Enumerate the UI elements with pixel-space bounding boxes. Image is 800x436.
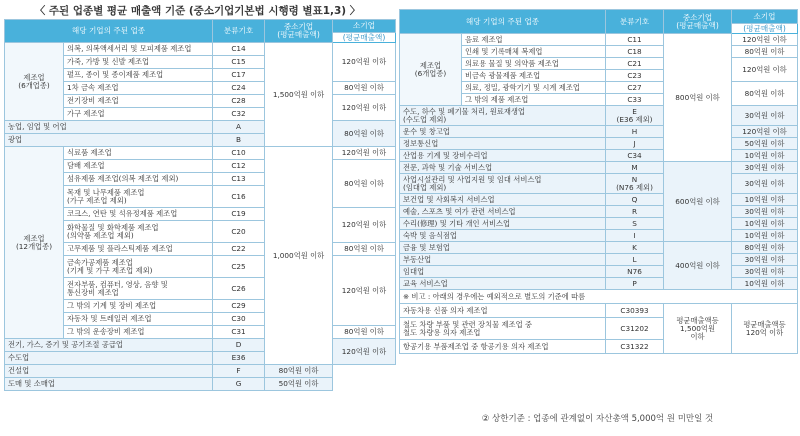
industry-name: 고무제품 및 플라스틱제품 제조업 [64, 243, 213, 256]
industry-name: 그 밖의 운송장비 제조업 [64, 326, 213, 339]
industry-code: C33 [606, 94, 664, 106]
header-code: 분류기호 [606, 10, 664, 34]
industry-name: 농업, 임업 및 어업 [5, 121, 213, 134]
industry-name: 숙박 및 음식점업 [400, 230, 606, 242]
sme-threshold: 1,500억원 이하 [265, 43, 333, 147]
small-threshold: 10억원 이하 [732, 218, 798, 230]
small-threshold: 10억원 이하 [732, 278, 798, 290]
right-size-table [399, 9, 798, 354]
small-threshold: 10억원 이하 [732, 150, 798, 162]
small-threshold: 10억원 이하 [732, 230, 798, 242]
mfg6-label: 제조업 (6개업종) [5, 43, 64, 121]
industry-name: 목재 및 나무제품 제조업 (가구 제조업 제외) [64, 186, 213, 208]
small-threshold: 120억원 이하 [732, 126, 798, 138]
industry-code: C31202 [606, 318, 664, 340]
industry-name: 가죽, 가방 및 신발 제조업 [64, 56, 213, 69]
industry-code: C10 [213, 147, 265, 160]
industry-code: D [213, 339, 265, 352]
small-threshold: 120억원 이하 [333, 208, 396, 243]
industry-name: 임대업 [400, 266, 606, 278]
small-threshold: 120억원 이하 [732, 58, 798, 82]
industry-name: 수리(修理) 및 기타 개인 서비스업 [400, 218, 606, 230]
small-threshold: 120억원 이하 [333, 147, 396, 160]
industry-code: R [606, 206, 664, 218]
industry-name: 1차 금속 제조업 [64, 82, 213, 95]
industry-name: 담배 제조업 [64, 160, 213, 173]
industry-name: 화학물질 및 화학제품 제조업 (의약품 제조업 제외) [64, 221, 213, 243]
small-threshold: 평균매출액등 120억 이하 [732, 304, 798, 354]
industry-name: 펄프, 종이 및 종이제품 제조업 [64, 69, 213, 82]
industry-name: 보건업 및 사회복지 서비스업 [400, 194, 606, 206]
mfg12-label: 제조업 (12개업종) [5, 147, 64, 339]
industry-name: 가구 제조업 [64, 108, 213, 121]
industry-code: C23 [606, 70, 664, 82]
mfg6-label: 제조업 (6개업종) [400, 34, 462, 106]
industry-name: 금융 및 보험업 [400, 242, 606, 254]
industry-name: 수도, 하수 및 폐기물 처리, 원료재생업 (수도업 제외) [400, 106, 606, 126]
industry-name: 운수 및 창고업 [400, 126, 606, 138]
small-threshold: 50억원 이하 [732, 138, 798, 150]
industry-name: 예술, 스포츠 및 여가 관련 서비스업 [400, 206, 606, 218]
industry-name: 비금속 광물제품 제조업 [462, 70, 606, 82]
industry-code: C14 [213, 43, 265, 56]
left-size-table [4, 19, 396, 391]
small-threshold: 30억원 이하 [732, 206, 798, 218]
industry-name: 전기장비 제조업 [64, 95, 213, 108]
header-small-sub: (평균매출액) [732, 24, 798, 34]
industry-code: P [606, 278, 664, 290]
small-threshold: 80억원 이하 [732, 242, 798, 254]
industry-name: 자동차용 신품 의자 제조업 [400, 304, 606, 318]
industry-code: C28 [213, 95, 265, 108]
header-sme: 중소기업 (평균매출액) [265, 20, 333, 43]
small-threshold: 30억원 이하 [732, 254, 798, 266]
industry-code: C12 [213, 160, 265, 173]
industry-code: C30393 [606, 304, 664, 318]
industry-code: C32 [213, 108, 265, 121]
industry-name: 광업 [5, 134, 213, 147]
industry-code: C15 [213, 56, 265, 69]
industry-code: B [213, 134, 265, 147]
industry-code: H [606, 126, 664, 138]
header-sme: 중소기업 (평균매출액) [664, 10, 732, 34]
industry-code: C24 [213, 82, 265, 95]
industry-name: 인쇄 및 기록매체 복제업 [462, 46, 606, 58]
industry-name: 의료용 물질 및 의약품 제조업 [462, 58, 606, 70]
industry-name: 전기, 가스, 증기 및 공기조절 공급업 [5, 339, 213, 352]
industry-code: C25 [213, 256, 265, 278]
header-code: 분류기호 [213, 20, 265, 43]
small-threshold: 120억원 이하 [333, 339, 396, 365]
industry-code: F [213, 365, 265, 378]
sme-threshold: 800억원 이하 [664, 34, 732, 162]
small-threshold: 120억원 이하 [333, 256, 396, 326]
industry-code: C17 [213, 69, 265, 82]
small-threshold: 10억원 이하 [732, 194, 798, 206]
industry-name: 섬유제품 제조업(의복 제조업 제외) [64, 173, 213, 186]
ceiling-criterion: ② 상한기준 : 업종에 관계없이 자산총액 5,000억 원 미만일 것 [481, 414, 714, 424]
sme-threshold: 1,000억원 이하 [265, 147, 333, 365]
industry-name: 부동산업 [400, 254, 606, 266]
industry-code: N76 [606, 266, 664, 278]
industry-name: 항공기용 부품제조업 중 항공기용 의자 제조업 [400, 340, 606, 354]
industry-code: C21 [606, 58, 664, 70]
industry-code: C30 [213, 313, 265, 326]
industry-name: 전문, 과학 및 기술 서비스업 [400, 162, 606, 174]
small-threshold: 30억원 이하 [732, 174, 798, 194]
industry-code: E36 [213, 352, 265, 365]
industry-code: C31322 [606, 340, 664, 354]
small-threshold: 30억원 이하 [732, 106, 798, 126]
industry-name: 사업시설관리 및 사업지원 및 임대 서비스업 (임대업 제외) [400, 174, 606, 194]
industry-code: C18 [606, 46, 664, 58]
industry-code: G [213, 378, 265, 391]
industry-code: M [606, 162, 664, 174]
small-threshold: 120억원 이하 [333, 95, 396, 121]
industry-name: 그 밖의 제품 제조업 [462, 94, 606, 106]
table-title: 〈 주된 업종별 평균 매출액 기준 (중소기업기본법 시행령 별표1,3) 〉 [34, 5, 361, 17]
small-threshold: 120억원 이하 [732, 34, 798, 46]
small-threshold: 80억원 이하 [333, 121, 396, 147]
industry-code: E (E36 제외) [606, 106, 664, 126]
small-threshold: 80억원 이하 [333, 243, 396, 256]
header-industry: 해당 기업의 주된 업종 [5, 20, 213, 43]
industry-name: 자동차 및 트레일러 제조업 [64, 313, 213, 326]
industry-name: 도매 및 소매업 [5, 378, 213, 391]
industry-code: C19 [213, 208, 265, 221]
small-threshold: 80억원 이하 [265, 365, 333, 378]
industry-code: L [606, 254, 664, 266]
industry-name: 음료 제조업 [462, 34, 606, 46]
small-threshold: 80억원 이하 [333, 326, 396, 339]
industry-code: C27 [606, 82, 664, 94]
sme-threshold: 평균매출액등 1,500억원 이하 [664, 304, 732, 354]
small-threshold: 50억원 이하 [265, 378, 333, 391]
industry-name: 건설업 [5, 365, 213, 378]
header-small-sub: (평균매출액) [333, 33, 396, 43]
industry-name: 의복, 의복액세서리 및 모피제품 제조업 [64, 43, 213, 56]
industry-code: C13 [213, 173, 265, 186]
industry-name: 정보통신업 [400, 138, 606, 150]
small-threshold: 120억원 이하 [333, 43, 396, 82]
industry-code: C34 [606, 150, 664, 162]
industry-code: Q [606, 194, 664, 206]
header-small: 소기업 [333, 20, 396, 33]
industry-code: N (N76 제외) [606, 174, 664, 194]
industry-code: C31 [213, 326, 265, 339]
industry-name: 그 밖의 기계 및 장비 제조업 [64, 300, 213, 313]
industry-code: S [606, 218, 664, 230]
industry-name: 코크스, 연탄 및 석유정제품 제조업 [64, 208, 213, 221]
sme-threshold: 600억원 이하 [664, 162, 732, 242]
industry-code: K [606, 242, 664, 254]
header-industry: 해당 기업의 주된 업종 [400, 10, 606, 34]
industry-name: 식료품 제조업 [64, 147, 213, 160]
industry-code: C11 [606, 34, 664, 46]
industry-code: J [606, 138, 664, 150]
industry-code: A [213, 121, 265, 134]
small-threshold: 80억원 이하 [333, 160, 396, 208]
sme-threshold: 400억원 이하 [664, 242, 732, 290]
small-threshold: 80억원 이하 [732, 46, 798, 58]
industry-code: C20 [213, 221, 265, 243]
industry-name: 전자부품, 컴퓨터, 영상, 음향 및 통신장비 제조업 [64, 278, 213, 300]
small-threshold: 80억원 이하 [732, 82, 798, 106]
small-threshold: 80억원 이하 [333, 82, 396, 95]
industry-name: 산업용 기계 및 장비수리업 [400, 150, 606, 162]
industry-code: C29 [213, 300, 265, 313]
small-threshold: 30억원 이하 [732, 266, 798, 278]
industry-name: 교육 서비스업 [400, 278, 606, 290]
industry-code: C22 [213, 243, 265, 256]
industry-code: C26 [213, 278, 265, 300]
industry-name: 철도 차량 부품 및 관련 장치물 제조업 중 철도 차량용 의자 제조업 [400, 318, 606, 340]
small-threshold: 30억원 이하 [732, 162, 798, 174]
industry-code: C16 [213, 186, 265, 208]
industry-code: I [606, 230, 664, 242]
industry-name: 수도업 [5, 352, 213, 365]
industry-name: 의료, 정밀, 광학기기 및 시계 제조업 [462, 82, 606, 94]
exception-note: ※ 비고 : 아래의 경우에는 예외적으로 별도의 기준에 따름 [400, 290, 798, 304]
header-small: 소기업 [732, 10, 798, 24]
industry-name: 금속가공제품 제조업 (기계 및 가구 제조업 제외) [64, 256, 213, 278]
